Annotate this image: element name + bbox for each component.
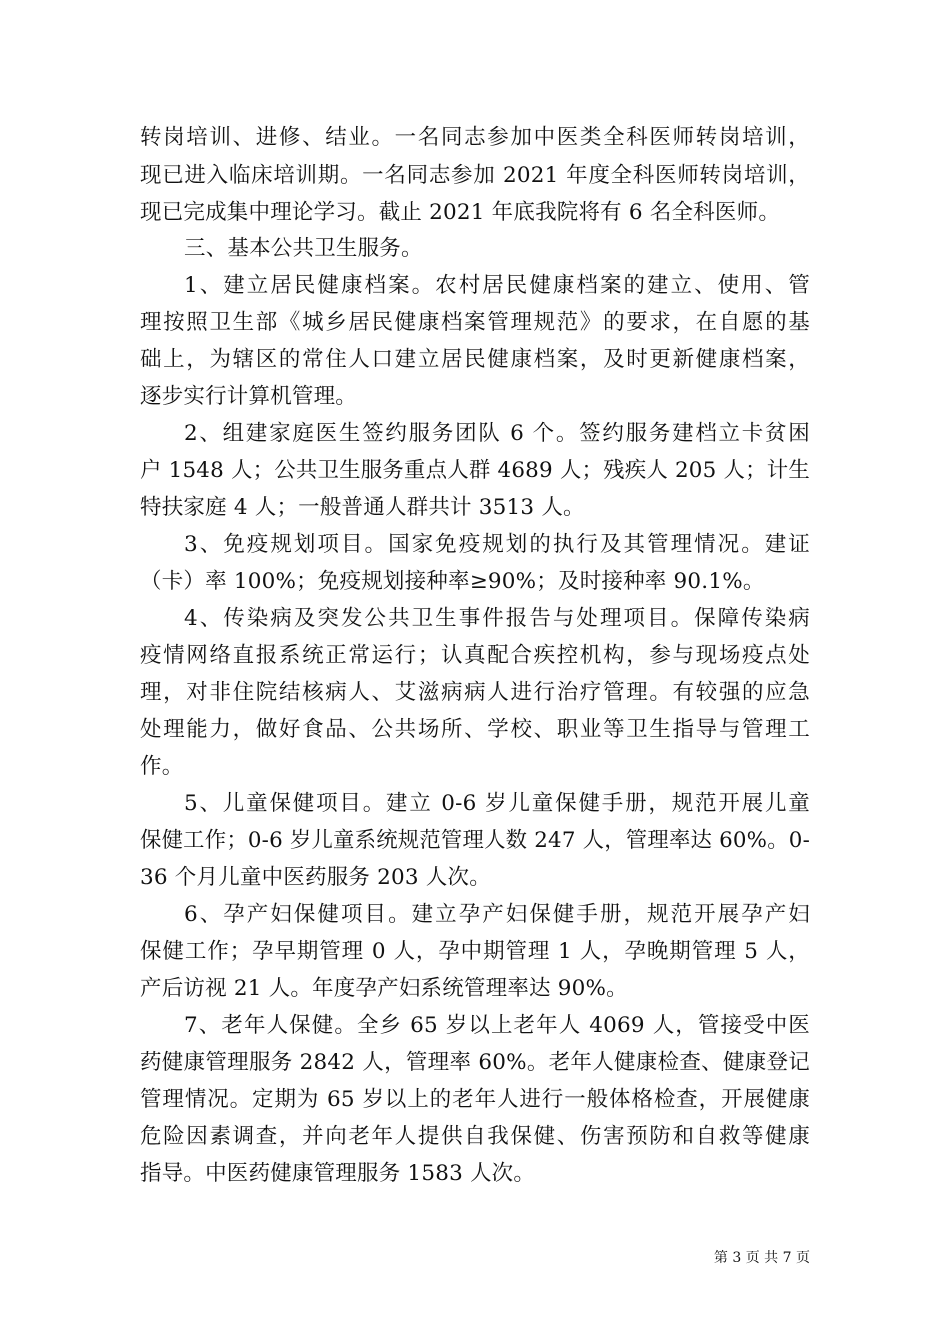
body-line: 现已完成集中理论学习。截止 2021 年底我院将有 6 名全科医师。 xyxy=(140,200,781,225)
section-heading: 三、基本公共卫生服务。 xyxy=(184,236,423,261)
body-line: 6、孕产妇保健项目。建立孕产妇保健手册，规范开展孕产妇 xyxy=(184,902,810,927)
body-line: 危险因素调查，并向老年人提供自我保健、伤害预防和自救等健康 xyxy=(140,1124,810,1149)
body-line: 5、儿童保健项目。建立 0-6 岁儿童保健手册，规范开展儿童 xyxy=(184,791,810,816)
body-line: 础上，为辖区的常住人口建立居民健康档案，及时更新健康档案， xyxy=(140,347,810,372)
body-line: 户 1548 人；公共卫生服务重点人群 4689 人；残疾人 205 人；计生 xyxy=(140,458,810,483)
body-line: 36 个月儿童中医药服务 203 人次。 xyxy=(140,865,491,890)
body-line: 逐步实行计算机管理。 xyxy=(140,384,358,409)
body-line: 作。 xyxy=(140,754,184,779)
body-line: 1、建立居民健康档案。农村居民健康档案的建立、使用、管 xyxy=(184,273,810,298)
page-number: 第 3 页 共 7 页 xyxy=(713,1250,810,1266)
body-line: 保健工作；0-6 岁儿童系统规范管理人数 247 人，管理率达 60%。0- xyxy=(140,828,810,853)
body-line: 理按照卫生部《城乡居民健康档案管理规范》的要求，在自愿的基 xyxy=(140,310,810,335)
body-line: （卡）率 100%；免疫规划接种率≥90%；及时接种率 90.1%。 xyxy=(140,569,765,594)
body-line: 3、免疫规划项目。国家免疫规划的执行及其管理情况。建证 xyxy=(184,532,810,557)
body-line: 产后访视 21 人。年度孕产妇系统管理率达 90%。 xyxy=(140,976,628,1001)
body-line: 特扶家庭 4 人；一般普通人群共计 3513 人。 xyxy=(140,495,585,520)
body-line: 理，对非住院结核病人、艾滋病病人进行治疗管理。有较强的应急 xyxy=(140,680,810,705)
body-line: 疫情网络直报系统正常运行；认真配合疾控机构，参与现场疫点处 xyxy=(140,643,810,668)
body-line: 7、老年人保健。全乡 65 岁以上老年人 4069 人，管接受中医 xyxy=(184,1013,810,1038)
body-line: 转岗培训、进修、结业。一名同志参加中医类全科医师转岗培训， xyxy=(140,125,810,150)
body-line: 2、组建家庭医生签约服务团队 6 个。签约服务建档立卡贫困 xyxy=(184,421,810,446)
body-line: 保健工作；孕早期管理 0 人，孕中期管理 1 人，孕晚期管理 5 人， xyxy=(140,939,810,964)
body-line: 药健康管理服务 2842 人，管理率 60%。老年人健康检查、健康登记 xyxy=(140,1050,810,1075)
body-line: 处理能力，做好食品、公共场所、学校、职业等卫生指导与管理工 xyxy=(140,717,810,742)
body-line: 4、传染病及突发公共卫生事件报告与处理项目。保障传染病 xyxy=(184,606,810,631)
body-line: 现已进入临床培训期。一名同志参加 2021 年度全科医师转岗培训， xyxy=(140,163,810,188)
body-line: 指导。中医药健康管理服务 1583 人次。 xyxy=(140,1161,536,1186)
body-line: 管理情况。定期为 65 岁以上的老年人进行一般体格检查，开展健康 xyxy=(140,1087,810,1112)
